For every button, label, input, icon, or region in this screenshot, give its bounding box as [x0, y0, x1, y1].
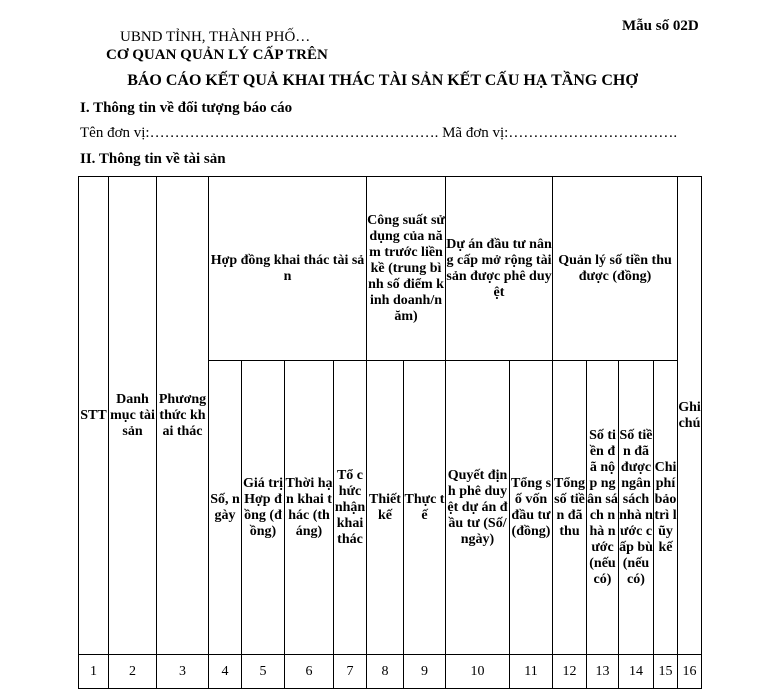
col-asset-list: Danh mục tài sản — [109, 177, 157, 655]
group-contract: Hợp đồng khai thác tài sản — [209, 177, 367, 361]
col-budget-supplement: Số tiền đã được ngân sách nhà nước cấp bù (nếu có) — [619, 361, 654, 655]
group-project: Dự án đầu tư nâng cấp mở rộng tài sản được phê duyệt — [446, 177, 553, 361]
col-method: Phương thức khai thác — [157, 177, 209, 655]
column-number: 2 — [109, 655, 157, 689]
col-note: Ghi chú — [678, 177, 702, 655]
col-contract-value: Giá trị Hợp đồng (đồng) — [242, 361, 285, 655]
col-contract-org: Tổ chức nhận khai thác — [334, 361, 367, 655]
unit-line: Tên đơn vị:…………………………………………………. Mã đơn vị:……………………………. — [80, 125, 678, 141]
column-number: 1 — [79, 655, 109, 689]
section2-heading: II. Thông tin về tài sản — [80, 151, 226, 167]
col-total-investment: Tổng số vốn đầu tư (đồng) — [510, 361, 553, 655]
column-number: 10 — [446, 655, 510, 689]
column-number: 9 — [404, 655, 446, 689]
column-number: 14 — [619, 655, 654, 689]
column-number: 12 — [553, 655, 587, 689]
form-number: Mẫu số 02D — [622, 18, 699, 34]
column-number: 7 — [334, 655, 367, 689]
report-title: BÁO CÁO KẾT QUẢ KHAI THÁC TÀI SẢN KẾT CẤU HẠ TẦNG CHỢ — [127, 72, 638, 89]
col-total-collected: Tổng số tiền đã thu — [553, 361, 587, 655]
col-actual: Thực tế — [404, 361, 446, 655]
column-number: 4 — [209, 655, 242, 689]
parent-agency: CƠ QUAN QUẢN LÝ CẤP TRÊN — [106, 47, 328, 63]
column-number: 15 — [654, 655, 678, 689]
column-number: 8 — [367, 655, 404, 689]
col-contract-no-date: Số, ngày — [209, 361, 242, 655]
col-design: Thiết kế — [367, 361, 404, 655]
column-number: 3 — [157, 655, 209, 689]
asset-report-table — [78, 176, 702, 689]
column-number: 6 — [285, 655, 334, 689]
col-maintenance: Chi phí bảo trì lũy kế — [654, 361, 678, 655]
column-number: 11 — [510, 655, 553, 689]
col-paid-budget: Số tiền đã nộp ngân sách nhà nước (nếu có) — [587, 361, 619, 655]
column-number: 16 — [678, 655, 702, 689]
col-decision: Quyết định phê duyệt dự án đầu tư (Số/ngày) — [446, 361, 510, 655]
col-stt: STT — [79, 177, 109, 655]
agency-name: UBND TỈNH, THÀNH PHỐ… — [120, 29, 311, 45]
section1-heading: I. Thông tin về đối tượng báo cáo — [80, 100, 293, 116]
group-money: Quản lý số tiền thu được (đồng) — [553, 177, 678, 361]
column-number: 5 — [242, 655, 285, 689]
column-number: 13 — [587, 655, 619, 689]
group-capacity: Công suất sử dụng của năm trước liền kề (trung bình số điểm kinh doanh/năm) — [367, 177, 446, 361]
col-contract-term: Thời hạn khai thác (tháng) — [285, 361, 334, 655]
